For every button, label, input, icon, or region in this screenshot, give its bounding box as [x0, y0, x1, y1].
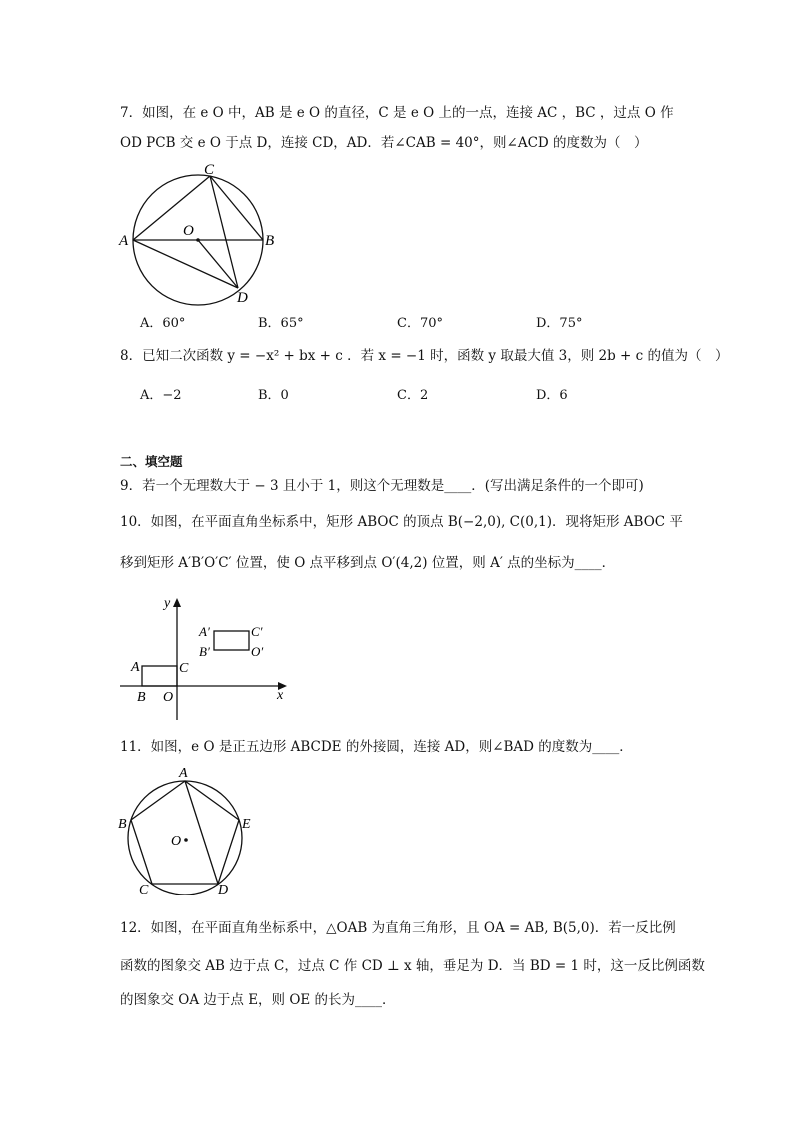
- section-title: 二、填空题: [120, 454, 183, 469]
- q10-label-a: A: [131, 660, 140, 675]
- q8-line1: 8．已知二次函数 y = −x² + bx + c ．若 x = −1 时，函数 y 取最大值 3，则 2b + c 的值为（ ）: [120, 348, 729, 364]
- q7-label-a: A: [119, 233, 129, 249]
- q10-label-y: y: [164, 596, 171, 611]
- q10-coordinate-figure: [115, 595, 295, 725]
- q7-option-b: B．65°: [258, 316, 304, 331]
- q7-circle-figure: [115, 160, 295, 310]
- q7-label-c: C: [204, 162, 215, 178]
- q10-line1: 10．如图，在平面直角坐标系中，矩形 ABOC 的顶点 B(−2,0), C(0,1)．现将矩形 ABOC 平: [120, 514, 683, 530]
- q7-label-b: B: [265, 233, 275, 249]
- q7-label-o: O: [183, 223, 194, 239]
- q8-option-c: C．2: [397, 388, 429, 403]
- q11-pentagon-figure: [115, 765, 265, 895]
- q10-label-a-prime: A′: [199, 624, 210, 639]
- q7-option-a: A．60°: [140, 316, 186, 331]
- q10-label-b-prime: B′: [199, 644, 210, 659]
- q7-option-c: C．70°: [397, 316, 443, 331]
- q8-option-a: A．−2: [140, 388, 182, 403]
- q11-line1: 11．如图，e O 是正五边形 ABCDE 的外接圆，连接 AD，则∠BAD 的度数为____．: [120, 739, 633, 755]
- q11-label-b: B: [118, 817, 127, 832]
- q7-line2: OD PCB 交 e O 于点 D，连接 CD，AD．若∠CAB = 40°，则∠ACD 的度数为（ ）: [120, 135, 648, 151]
- q7-option-d: D．75°: [536, 316, 583, 331]
- q10-label-x: x: [277, 688, 284, 703]
- q10-label-c-prime: C′: [251, 624, 263, 639]
- q11-label-e: E: [242, 817, 251, 832]
- q10-label-c: C: [179, 661, 189, 676]
- q11-label-a: A: [179, 766, 188, 781]
- q7-line1: 7．如图，在 e O 中，AB 是 e O 的直径，C 是 e O 上的一点，连接 AC ，BC ，过点 O 作: [120, 105, 674, 121]
- q10-line2: 移到矩形 A′B′O′C′ 位置，使 O 点平移到点 O′(4,2) 位置，则 A′ 点的坐标为____．: [120, 555, 616, 571]
- q10-label-o-prime: O′: [251, 644, 264, 659]
- q9-line1: 9．若一个无理数大于 − 3 且小于 1，则这个无理数是____．(写出满足条件的一个即可): [120, 478, 644, 494]
- q7-label-d: D: [237, 290, 248, 306]
- q8-option-b: B．0: [258, 388, 289, 403]
- q11-label-o: O: [171, 834, 182, 849]
- q8-option-d: D．6: [536, 388, 568, 403]
- q12-line2: 函数的图象交 AB 边于点 C，过点 C 作 CD ⊥ x 轴，垂足为 D．当 BD = 1 时，这一反比例函数: [120, 958, 705, 974]
- q12-line1: 12．如图，在平面直角坐标系中，△OAB 为直角三角形，且 OA = AB, B(5,0)．若一反比例: [120, 920, 676, 936]
- q11-label-c: C: [139, 883, 149, 895]
- q10-label-o: O: [163, 690, 174, 705]
- q10-label-b: B: [137, 690, 146, 705]
- q11-label-d: D: [218, 883, 229, 895]
- q12-line3: 的图象交 OA 边于点 E，则 OE 的长为____．: [120, 992, 396, 1008]
